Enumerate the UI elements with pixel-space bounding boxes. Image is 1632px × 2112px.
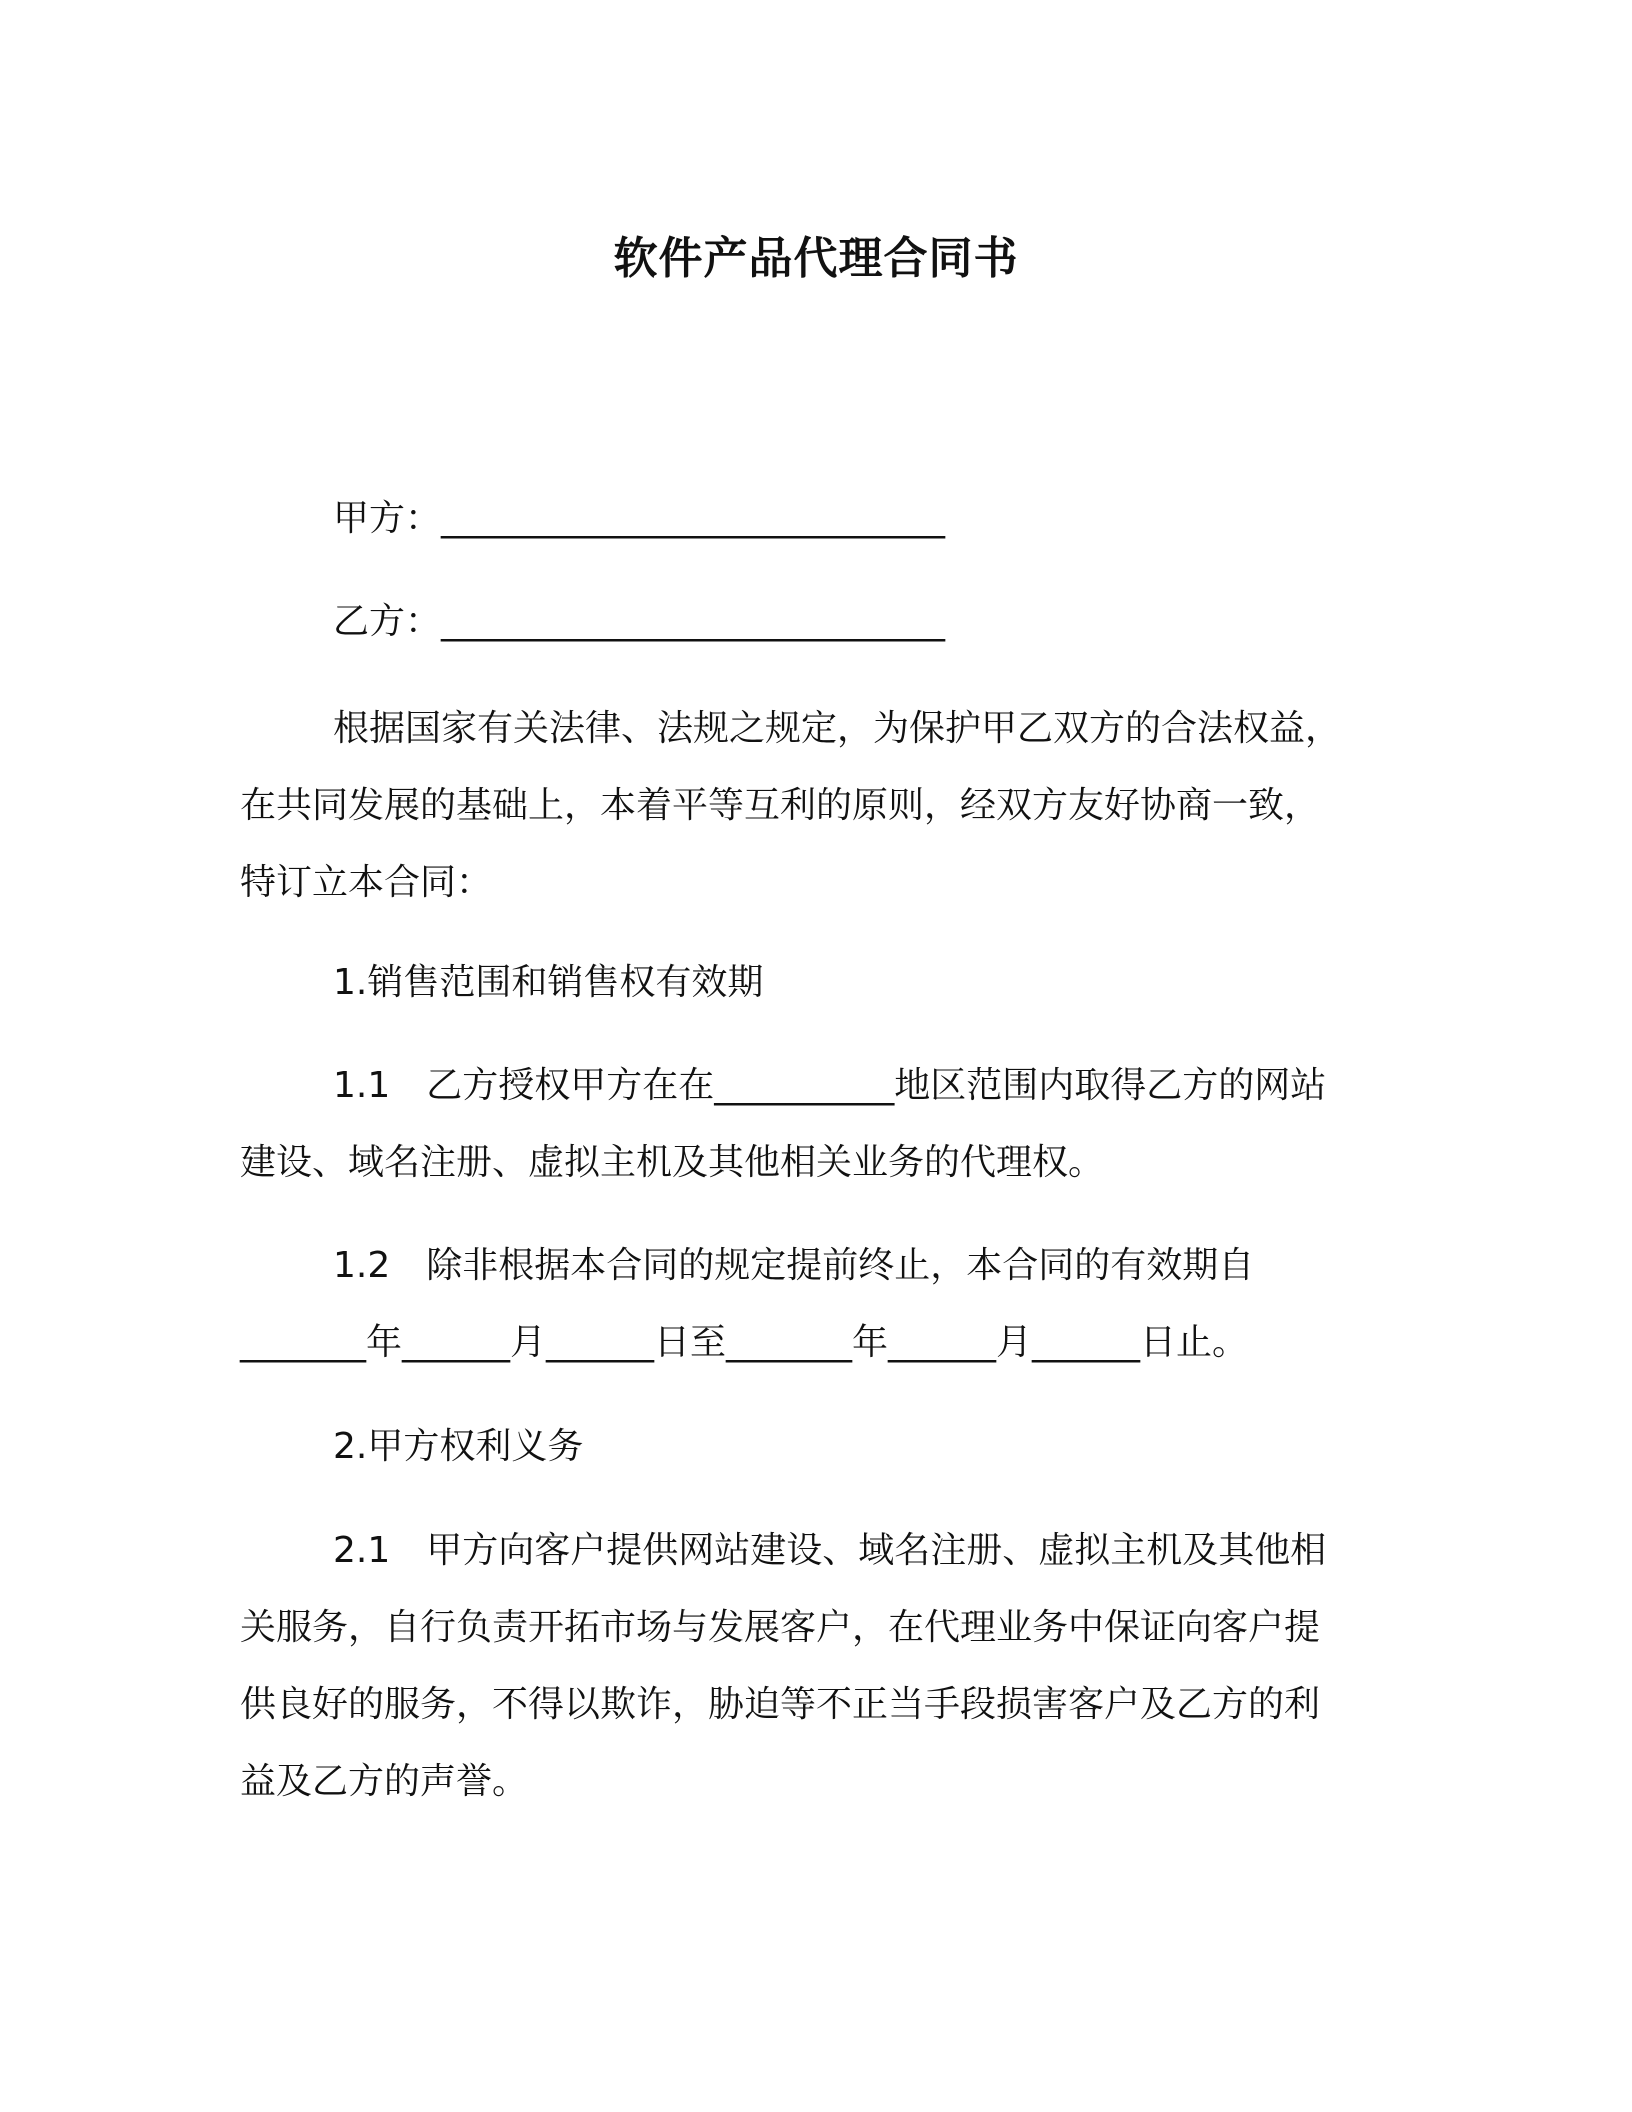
clause-2-1-line: 供良好的服务，不得以欺诈，胁迫等不正当手段损害客户及乙方的利: [240, 1684, 1321, 1725]
party-b-line: 乙方：____________________________: [333, 601, 946, 642]
section-2-heading: 2.甲方权利义务: [333, 1426, 584, 1467]
clause-1-2-line: 1.2 除非根据本合同的规定提前终止，本合同的有效期自: [333, 1245, 1255, 1286]
clause-2-1-line: 益及乙方的声誉。: [240, 1761, 529, 1802]
clause-2-1-line: 2.1 甲方向客户提供网站建设、域名注册、虚拟主机及其他相: [333, 1530, 1327, 1571]
clause-2-1-line: 关服务，自行负责开拓市场与发展客户，在代理业务中保证向客户提: [240, 1607, 1321, 1648]
clause-1-1-line: 1.1 乙方授权甲方在在__________地区范围内取得乙方的网站: [333, 1065, 1327, 1106]
document-title: 软件产品代理合同书: [613, 233, 1019, 284]
preamble-line: 特订立本合同：: [240, 862, 493, 903]
preamble-line: 根据国家有关法律、法规之规定，为保护甲乙双方的合法权益，: [333, 708, 1342, 749]
clause-1-2-line: _______年______月______日至_______年______月______日止。: [240, 1322, 1249, 1363]
preamble-line: 在共同发展的基础上，本着平等互利的原则，经双方友好协商一致，: [240, 785, 1321, 826]
party-a-line: 甲方：____________________________: [333, 498, 946, 539]
clause-1-1-line: 建设、域名注册、虚拟主机及其他相关业务的代理权。: [240, 1142, 1105, 1183]
section-1-heading: 1.销售范围和销售权有效期: [333, 962, 764, 1003]
